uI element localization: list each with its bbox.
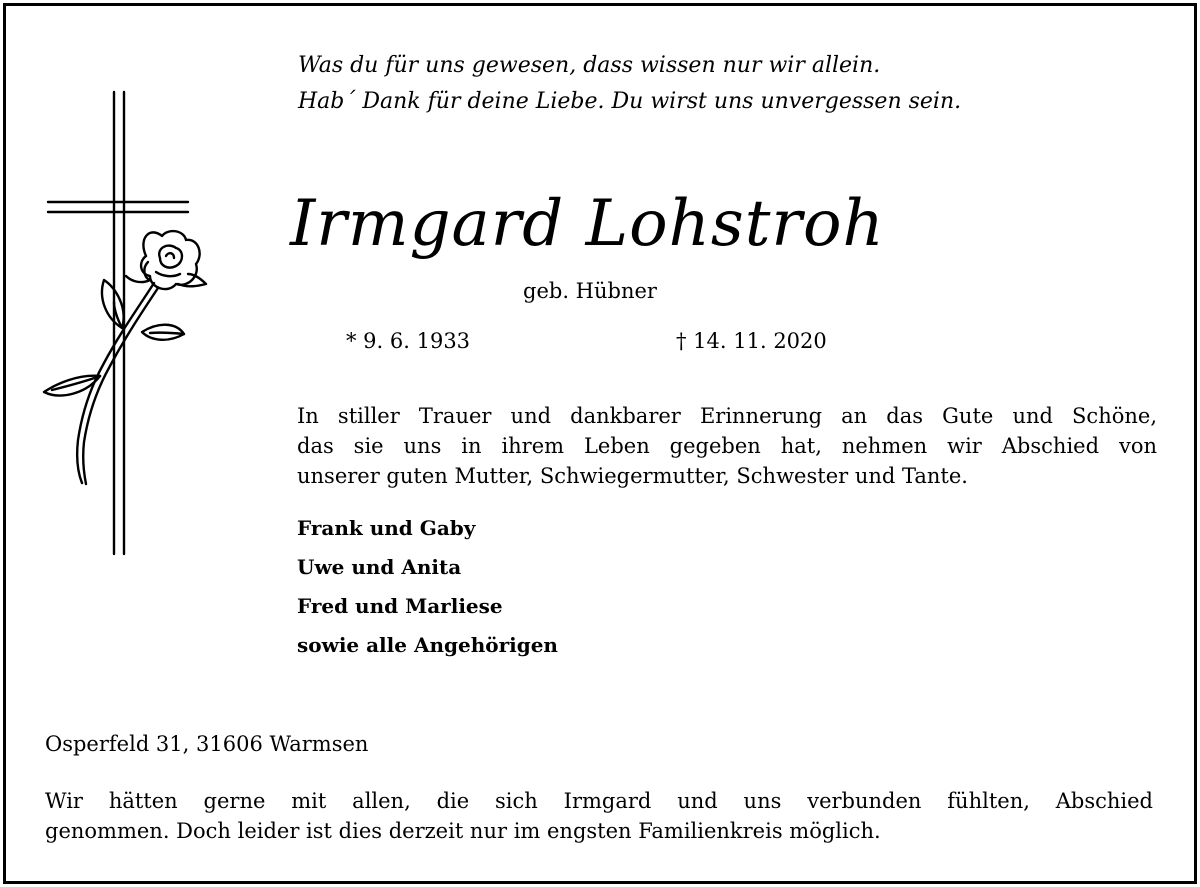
message-line: In stiller Trauer und dankbarer Erinnerung an das Gute und Schöne,: [297, 404, 1157, 428]
birth-date: * 9. 6. 1933: [346, 329, 471, 353]
deceased-name: Irmgard Lohstroh: [290, 187, 885, 261]
survivor-entry: Fred und Marliese: [297, 594, 503, 618]
maiden-name: geb. Hübner: [523, 279, 657, 303]
poem-line: Was du für uns gewesen, dass wissen nur wir allein.: [298, 53, 881, 78]
message-line: unserer guten Mutter, Schwiegermutter, Schwester und Tante.: [297, 464, 968, 488]
message-line: das sie uns in ihrem Leben gegeben hat, nehmen wir Abschied von: [297, 434, 1157, 458]
note-line: Wir hätten gerne mit allen, die sich Irmgard und uns verbunden fühlten, Abschied: [45, 789, 1153, 813]
death-date: † 14. 11. 2020: [676, 329, 827, 353]
address: Osperfeld 31, 31606 Warmsen: [45, 732, 369, 756]
survivor-entry: Uwe und Anita: [297, 555, 462, 579]
note-line: genommen. Doch leider ist dies derzeit nur im engsten Familienkreis möglich.: [45, 819, 881, 843]
poem-line: Hab´ Dank für deine Liebe. Du wirst uns unvergessen sein.: [298, 89, 962, 114]
survivors-list: [297, 509, 558, 665]
cross-with-rose-icon: [38, 88, 218, 558]
survivor-entry: Frank und Gaby: [297, 516, 476, 540]
survivor-entry: sowie alle Angehörigen: [297, 633, 558, 657]
poem: [298, 48, 961, 120]
funeral-note: [45, 786, 1153, 846]
mourning-message: [297, 401, 1157, 491]
